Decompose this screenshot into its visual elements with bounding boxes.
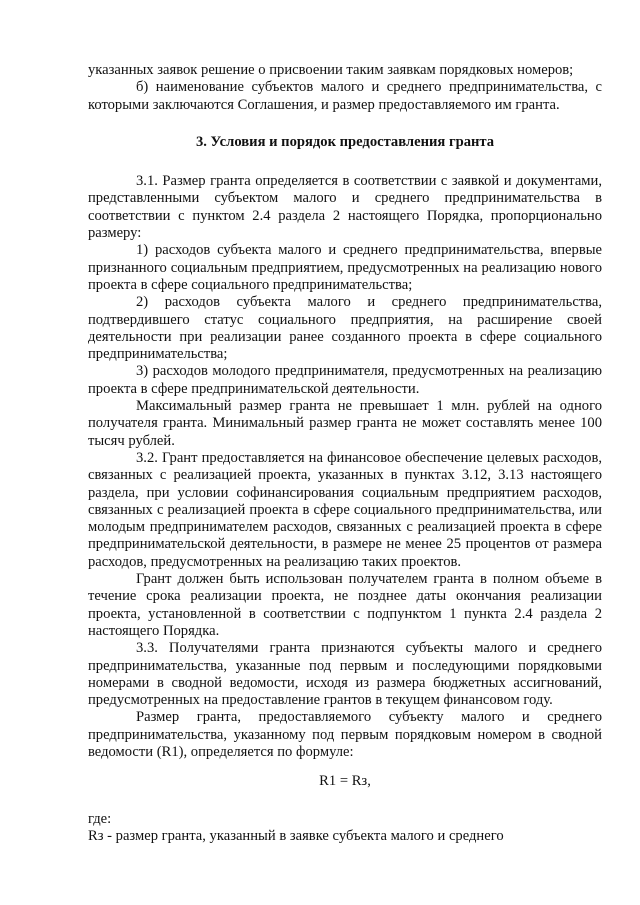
formula: R1 = Rз, — [319, 773, 371, 790]
paragraph: Размер гранта, предоставляемого субъекту малого и среднего предпринимательства, указанному под первым порядковым номером в сводной ведомости (R1), определяется по формуле: — [88, 709, 602, 760]
paragraph: б) наименование субъектов малого и среднего предпринимательства, с которыми заключаются Соглашения, и размер предоставляемого им гранта. — [88, 79, 602, 113]
paragraph: 3.2. Грант предоставляется на финансовое обеспечение целевых расходов, связанных с реализацией проекта, указанных в пунктах 3.12, 3.13 настоящего раздела, при условии софинансирования социальным предприятием расходов, связанных с реализацией проекта в сфере социального предпринимательства, или молодым предпринимателем расходов, связанных с реализацией проекта в сфере предпринимательской деятельности, в размере не менее 25 процентов от размера расходов, предусмотренных на реализацию таких проектов. — [88, 449, 602, 570]
where-label: где: — [88, 810, 112, 827]
paragraph: 3.1. Размер гранта определяется в соответствии с заявкой и документами, представленными субъектом малого и среднего предпринимательства в соответствии с пунктом 2.4 раздела 2 настоящего Порядка, пропорционально размеру: — [88, 173, 602, 242]
section-heading: 3. Условия и порядок предоставления гранта — [195, 133, 495, 150]
paragraph: Максимальный размер гранта не превышает 1 млн. рублей на одного получателя гранта. Минимальный размер гранта не может составлять менее 100 тысяч рублей. — [88, 398, 602, 449]
document-page — [88, 62, 602, 845]
list-item: 3) расходов молодого предпринимателя, предусмотренных на реализацию проекта в сфере предпринимательской деятельности. — [88, 363, 602, 397]
paragraph: указанных заявок решение о присвоении таким заявкам порядковых номеров; — [88, 62, 574, 78]
list-item: 1) расходов субъекта малого и среднего предпринимательства, впервые признанного социальным предприятием, предусмотренных на реализацию нового проекта в сфере социального предпринимательства; — [88, 242, 602, 293]
paragraph: Rз - размер гранта, указанный в заявке субъекта малого и среднего — [88, 827, 504, 844]
list-item: 2) расходов субъекта малого и среднего предпринимательства, подтвердившего статус социального предприятия, на расширение своей деятельности при реализации ранее созданного проекта в сфере социального предпринимательства; — [88, 294, 602, 363]
paragraph: 3.3. Получателями гранта признаются субъекты малого и среднего предпринимательства, указанные под первым и последующими порядковыми номерами в сводной ведомости, исходя из размера бюджетных ассигнований, предусмотренных на предоставление грантов в текущем финансовом году. — [88, 640, 602, 709]
paragraph: Грант должен быть использован получателем гранта в полном объеме в течение срока реализации проекта, не позднее даты окончания реализации проекта, установленной в соответствии с подпунктом 1 пункта 2.4 раздела 2 настоящего Порядка. — [88, 571, 602, 639]
